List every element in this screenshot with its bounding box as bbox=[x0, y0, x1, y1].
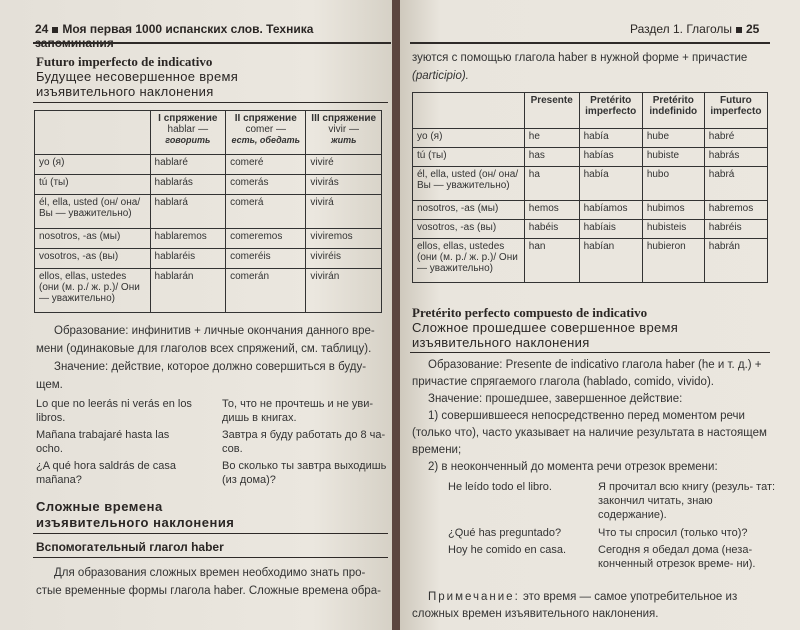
example-es: He leído todo el libro. bbox=[448, 481, 552, 493]
table-row bbox=[35, 249, 382, 269]
form-cell: comeréis bbox=[226, 249, 306, 269]
example-es: Lo que no leerás ni verás en los libros. bbox=[36, 398, 192, 424]
column-header: Pretérito imperfecto bbox=[579, 93, 642, 129]
meaning-line-4: времени; bbox=[412, 444, 462, 456]
form-cell: comeré bbox=[226, 155, 306, 175]
form-cell: habíais bbox=[579, 220, 642, 239]
form-cell: habré bbox=[704, 129, 767, 148]
column-title: II спряжение bbox=[234, 113, 297, 124]
pronoun-cell: él, ella, usted (он/ она/ Вы — уважительно) bbox=[413, 167, 525, 201]
form-cell: viviréis bbox=[306, 249, 382, 269]
example-es: ¿A qué hora saldrás de casa mañana? bbox=[36, 460, 177, 486]
form-cell: habían bbox=[579, 239, 642, 283]
section-compound-tenses-2: изъявительного наклонения bbox=[36, 515, 235, 530]
heading-futuro-ru-1: Будущее несовершенное время bbox=[36, 69, 239, 84]
left-page-number: 24 bbox=[35, 22, 49, 36]
column-gloss: есть, обедать bbox=[231, 135, 301, 145]
meaning-line-5: 2) в неоконченный до момента речи отрезок времени: bbox=[428, 461, 718, 473]
intro-line-2: (participio). bbox=[412, 70, 469, 82]
example-ru: То, что не прочтешь и не уви- дишь в книгах. bbox=[222, 398, 374, 424]
left-page bbox=[0, 0, 392, 630]
example-es: ¿Qué has preguntado? bbox=[448, 527, 562, 539]
column-header: Pretérito indefinido bbox=[642, 93, 704, 129]
pronoun-cell: yo (я) bbox=[413, 129, 525, 148]
section-compound-tenses-1: Сложные времена bbox=[36, 499, 163, 514]
table-header-row bbox=[413, 93, 768, 129]
heading-underline bbox=[33, 102, 388, 103]
example-ru: Я прочитал всю книгу (резуль- тат: закончил читать, знаю содержание). bbox=[598, 481, 776, 521]
bullet-square-icon bbox=[736, 27, 742, 33]
column-verb: hablar — bbox=[167, 124, 209, 135]
heading-underline bbox=[410, 352, 770, 353]
section-rule bbox=[33, 533, 388, 534]
note-label: Примечание: bbox=[428, 591, 520, 603]
subsection-rule bbox=[33, 557, 388, 558]
meaning-line-1: Значение: действие, которое должно совершиться в буду- bbox=[54, 361, 367, 373]
form-cell: comerán bbox=[226, 269, 306, 313]
example-es: Mañana trabajaré hasta las ocho. bbox=[36, 429, 170, 455]
form-cell: habrá bbox=[704, 167, 767, 201]
pronoun-cell: nosotros, -as (мы) bbox=[35, 229, 151, 249]
haber-conjugation-table bbox=[412, 92, 768, 283]
form-cell: hablaremos bbox=[150, 229, 226, 249]
form-cell: habréis bbox=[704, 220, 767, 239]
subsection-haber: Вспомогательный глагол haber bbox=[36, 540, 224, 554]
form-cell: habíamos bbox=[579, 201, 642, 220]
column-gloss: говорить bbox=[165, 135, 211, 145]
bottom-line-1: Для образования сложных времен необходимо знать про- bbox=[54, 567, 366, 579]
bottom-line-2: стые временные формы глагола haber. Сложные времена обра- bbox=[36, 585, 381, 597]
form-cell: hubisteis bbox=[642, 220, 704, 239]
form-cell: he bbox=[524, 129, 579, 148]
form-cell: vivirá bbox=[306, 195, 382, 229]
form-cell: hubiste bbox=[642, 148, 704, 167]
form-cell: hablará bbox=[150, 195, 226, 229]
column-header bbox=[226, 111, 306, 155]
table-row bbox=[35, 269, 382, 313]
formation-line-2: причастие спрягаемого глагола (hablado, comido, vivido). bbox=[412, 376, 714, 388]
pronoun-cell: tú (ты) bbox=[413, 148, 525, 167]
right-running-header bbox=[630, 22, 759, 36]
pronoun-cell: ellos, ellas, ustedes (они (м. р./ ж. р.)/ Они — уважительно) bbox=[35, 269, 151, 313]
pronoun-cell: vosotros, -as (вы) bbox=[413, 220, 525, 239]
form-cell: hablarás bbox=[150, 175, 226, 195]
formation-line-1: Образование: Presente de indicativo глагола haber (he и т. д.) + bbox=[428, 359, 762, 371]
meaning-line-2: 1) совершившееся непосредственно перед моментом речи bbox=[428, 410, 745, 422]
form-cell: vivirán bbox=[306, 269, 382, 313]
form-cell: hemos bbox=[524, 201, 579, 220]
form-cell: hubo bbox=[642, 167, 704, 201]
pronoun-cell: nosotros, -as (мы) bbox=[413, 201, 525, 220]
form-cell: hablarán bbox=[150, 269, 226, 313]
example-ru: Завтра я буду работать до 8 ча- сов. bbox=[222, 429, 386, 455]
form-cell: hube bbox=[642, 129, 704, 148]
column-header: Futuro imperfecto bbox=[704, 93, 767, 129]
right-page-number: 25 bbox=[746, 22, 760, 36]
column-title: I спряжение bbox=[158, 113, 218, 124]
book-gutter bbox=[392, 0, 400, 630]
form-cell: hablaré bbox=[150, 155, 226, 175]
table-row bbox=[413, 167, 768, 201]
form-cell: comeremos bbox=[226, 229, 306, 249]
form-cell: había bbox=[579, 167, 642, 201]
column-gloss: жить bbox=[330, 135, 357, 145]
form-cell: habremos bbox=[704, 201, 767, 220]
heading-perfecto-es: Pretérito perfecto compuesto de indicativo bbox=[412, 305, 648, 320]
form-cell: habías bbox=[579, 148, 642, 167]
header-rule bbox=[410, 42, 770, 44]
heading-futuro-ru-2: изъявительного наклонения bbox=[36, 84, 214, 99]
meaning-line-2: щем. bbox=[36, 379, 63, 391]
table-row bbox=[413, 201, 768, 220]
form-cell: había bbox=[579, 129, 642, 148]
column-verb: comer — bbox=[245, 124, 287, 135]
meaning-line-3: (только что), часто указывает на наличие результата в настоящем bbox=[412, 427, 767, 439]
table-header-row bbox=[35, 111, 382, 155]
formation-line-1: Образование: инфинитив + личные окончания данного вре- bbox=[54, 325, 375, 337]
right-running-head: Раздел 1. Глаголы bbox=[630, 22, 732, 36]
column-header: Presente bbox=[524, 93, 579, 129]
form-cell: vivirás bbox=[306, 175, 382, 195]
note-line-1 bbox=[428, 588, 737, 606]
column-header bbox=[306, 111, 382, 155]
table-corner-cell bbox=[413, 93, 525, 129]
table-row bbox=[35, 175, 382, 195]
table-row bbox=[413, 129, 768, 148]
table-corner-cell bbox=[35, 111, 151, 155]
example-es: Hoy he comido en casa. bbox=[448, 544, 567, 556]
column-header bbox=[150, 111, 226, 155]
intro-line-1: зуются с помощью глагола haber в нужной форме + причастие bbox=[412, 52, 748, 64]
example-ru: Во сколько ты завтра выходишь (из дома)? bbox=[222, 460, 387, 486]
formation-line-2: мени (одинаковые для глаголов всех спряжений, см. таблицу). bbox=[36, 343, 372, 355]
form-cell: ha bbox=[524, 167, 579, 201]
form-cell: hubieron bbox=[642, 239, 704, 283]
right-page bbox=[400, 0, 800, 630]
pronoun-cell: ellos, ellas, ustedes (они (м. р./ ж. р.)/ Они — уважительно) bbox=[413, 239, 525, 283]
table-row bbox=[35, 229, 382, 249]
form-cell: habrás bbox=[704, 148, 767, 167]
form-cell: has bbox=[524, 148, 579, 167]
header-rule bbox=[33, 42, 391, 44]
pronoun-cell: vosotros, -as (вы) bbox=[35, 249, 151, 269]
note-text: это время — самое употребительное из bbox=[522, 591, 738, 603]
heading-perfecto-ru-1: Сложное прошедшее совершенное время bbox=[412, 320, 679, 335]
note-line-2: сложных времен изъявительного наклонения. bbox=[412, 608, 659, 620]
bullet-square-icon bbox=[52, 27, 58, 33]
pronoun-cell: él, ella, usted (он/ она/ Вы — уважительно) bbox=[35, 195, 151, 229]
form-cell: viviremos bbox=[306, 229, 382, 249]
table-row bbox=[413, 148, 768, 167]
table-row bbox=[413, 220, 768, 239]
form-cell: hablaréis bbox=[150, 249, 226, 269]
left-running-head: Моя первая 1000 испанских слов. Техника bbox=[62, 22, 314, 36]
column-title: III спряжение bbox=[311, 113, 377, 124]
table-row bbox=[35, 155, 382, 175]
table-row bbox=[413, 239, 768, 283]
heading-perfecto-ru-2: изъявительного наклонения bbox=[412, 335, 590, 350]
futuro-conjugation-table bbox=[34, 110, 382, 313]
form-cell: han bbox=[524, 239, 579, 283]
pronoun-cell: yo (я) bbox=[35, 155, 151, 175]
left-running-header bbox=[35, 22, 392, 50]
form-cell: comerás bbox=[226, 175, 306, 195]
form-cell: comerá bbox=[226, 195, 306, 229]
form-cell: viviré bbox=[306, 155, 382, 175]
meaning-line-1: Значение: прошедшее, завершенное действие: bbox=[428, 393, 683, 405]
column-verb: vivir — bbox=[328, 124, 359, 135]
form-cell: habrán bbox=[704, 239, 767, 283]
form-cell: hubimos bbox=[642, 201, 704, 220]
form-cell: habéis bbox=[524, 220, 579, 239]
pronoun-cell: tú (ты) bbox=[35, 175, 151, 195]
example-ru: Что ты спросил (только что)? bbox=[598, 527, 748, 539]
example-ru: Сегодня я обедал дома (неза- конченный отрезок време- ни). bbox=[598, 544, 756, 570]
table-row bbox=[35, 195, 382, 229]
heading-futuro-es: Futuro imperfecto de indicativo bbox=[36, 54, 213, 69]
